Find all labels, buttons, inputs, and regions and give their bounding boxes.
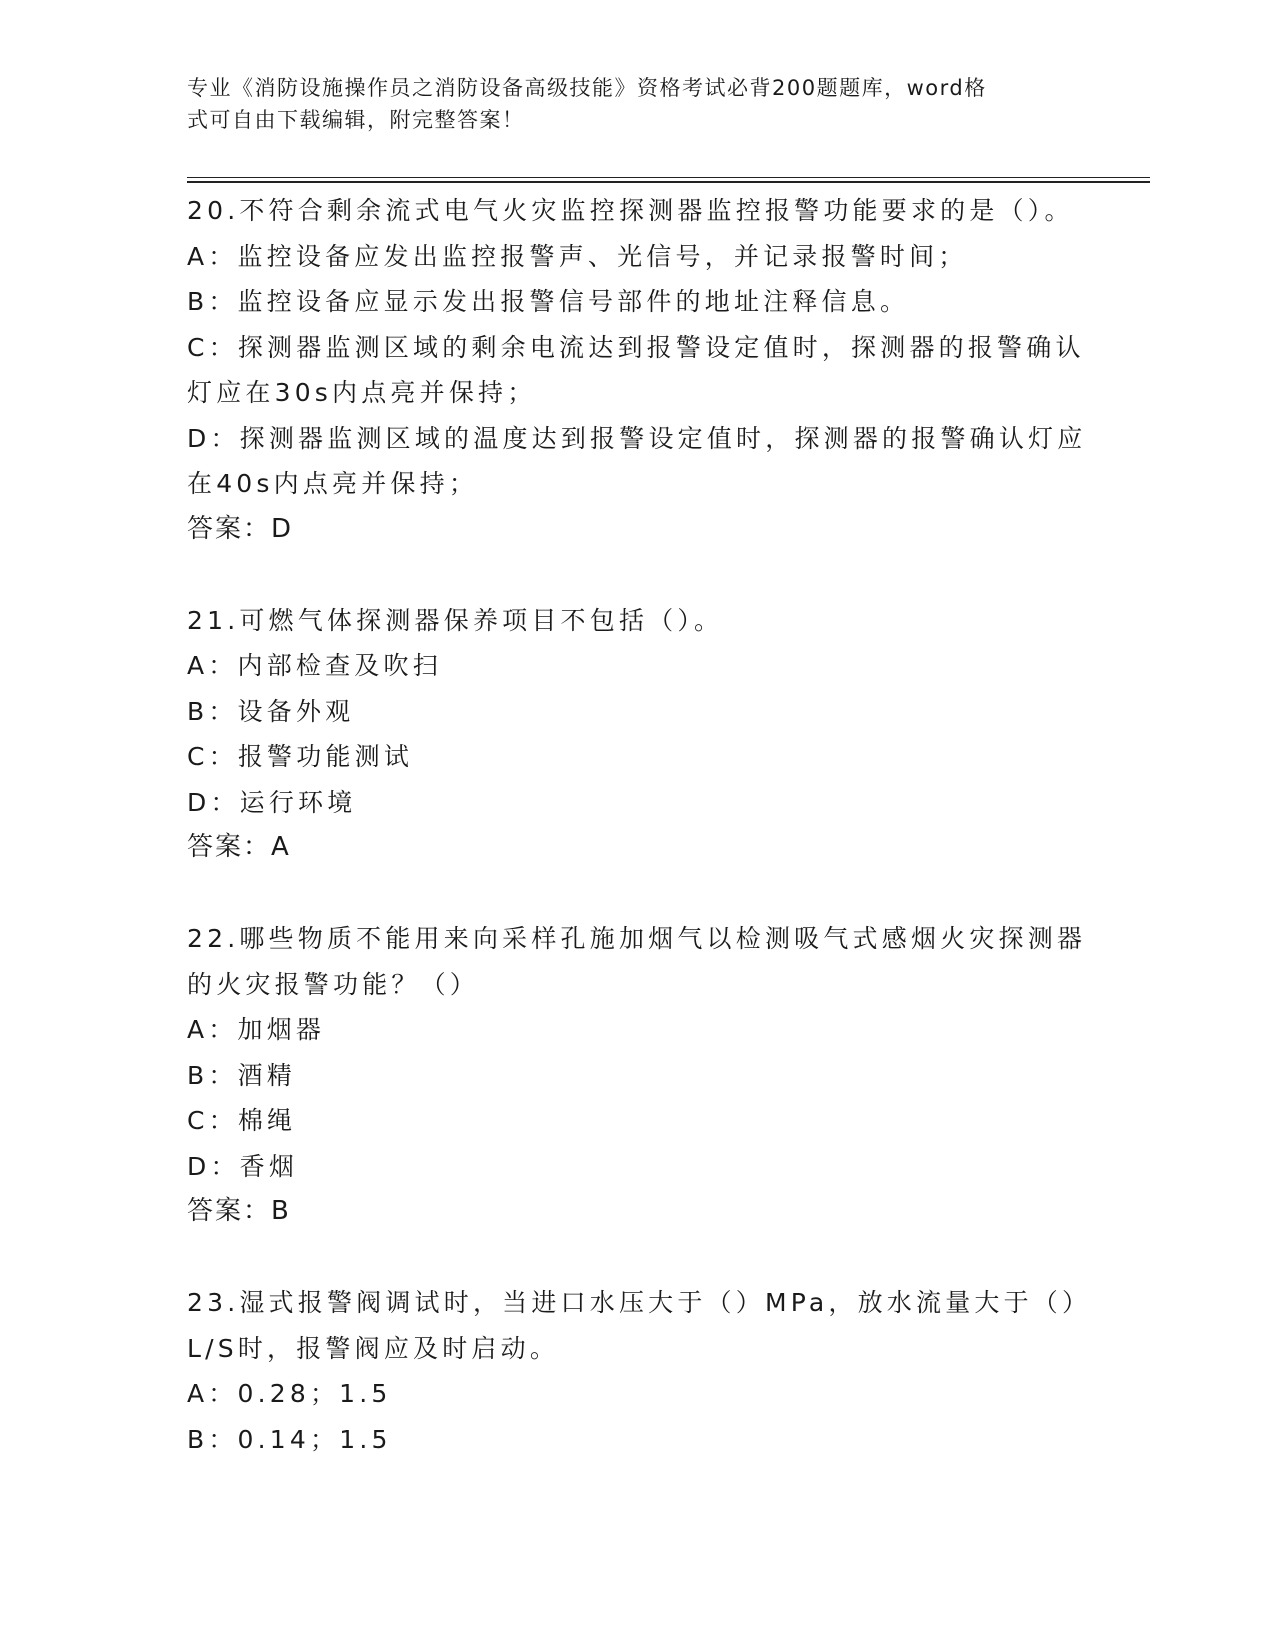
option-d: D：探测器监测区域的温度达到报警设定值时，探测器的报警确认灯应: [187, 423, 1087, 453]
answer-label: 答案：: [187, 832, 272, 862]
option-a: A：监控设备应发出监控报警声、光信号，并记录报警时间；: [187, 241, 968, 271]
question-text: 21.可燃气体探测器保养项目不包括（）。: [187, 605, 724, 635]
answer-label: 答案：: [187, 1196, 272, 1226]
option-d: D：运行环境: [187, 787, 357, 817]
question-text-continued: L/S时，报警阀应及时启动。: [187, 1333, 560, 1363]
option-a: A：内部检查及吹扫: [187, 651, 442, 680]
question-23: [187, 1280, 1092, 1462]
option-c: C：棉绳: [187, 1106, 297, 1135]
answer-label: 答案：: [187, 513, 272, 544]
question-21: [187, 598, 1087, 871]
option-b: B：酒精: [187, 1060, 296, 1090]
header-divider-thin: [187, 177, 1150, 178]
answer-line: [187, 507, 1087, 553]
answer-value: A: [271, 832, 291, 862]
header-divider-thick: [187, 181, 1150, 183]
answer-value: B: [271, 1196, 291, 1226]
option-a: A：加烟器: [187, 1015, 326, 1044]
spacer: [187, 552, 1087, 598]
option-c: C：报警功能测试: [187, 742, 414, 771]
question-22: [187, 916, 1087, 1235]
answer-value: D: [271, 513, 293, 544]
option-b: B：设备外观: [187, 696, 355, 726]
question-text: 23.湿式报警阀调试时，当进口水压大于（）MPa，放水流量大于（）: [187, 1288, 1092, 1317]
question-text: 20.不符合剩余流式电气火灾监控探测器监控报警功能要求的是（）。: [187, 196, 1074, 225]
spacer: [187, 871, 1087, 917]
answer-line: [187, 1189, 1087, 1235]
option-b: B：0.14；1.5: [187, 1424, 392, 1454]
question-text-continued: 的火灾报警功能？（）: [187, 969, 480, 999]
question-20: [187, 188, 1087, 552]
option-b: B：监控设备应显示发出报警信号部件的地址注释信息。: [187, 287, 910, 316]
question-text: 22.哪些物质不能用来向采样孔施加烟气以检测吸气式感烟火灾探测器: [187, 924, 1087, 953]
header-line-2: 式可自由下载编辑，附完整答案！: [187, 108, 525, 132]
option-a: A：0.28；1.5: [187, 1379, 392, 1408]
option-d: D：香烟: [187, 1151, 299, 1181]
option-d-continued: 在40s内点亮并保持；: [187, 469, 479, 498]
document-header: [187, 72, 1087, 136]
answer-line: [187, 825, 1087, 871]
spacer: [187, 1235, 1087, 1281]
option-c-continued: 灯应在30s内点亮并保持；: [187, 378, 537, 407]
question-list: [187, 188, 1092, 1462]
option-c: C：探测器监测区域的剩余电流达到报警设定值时，探测器的报警确认: [187, 332, 1085, 362]
header-line-1: 专业《消防设施操作员之消防设备高级技能》资格考试必背200题题库，word格: [187, 76, 987, 100]
